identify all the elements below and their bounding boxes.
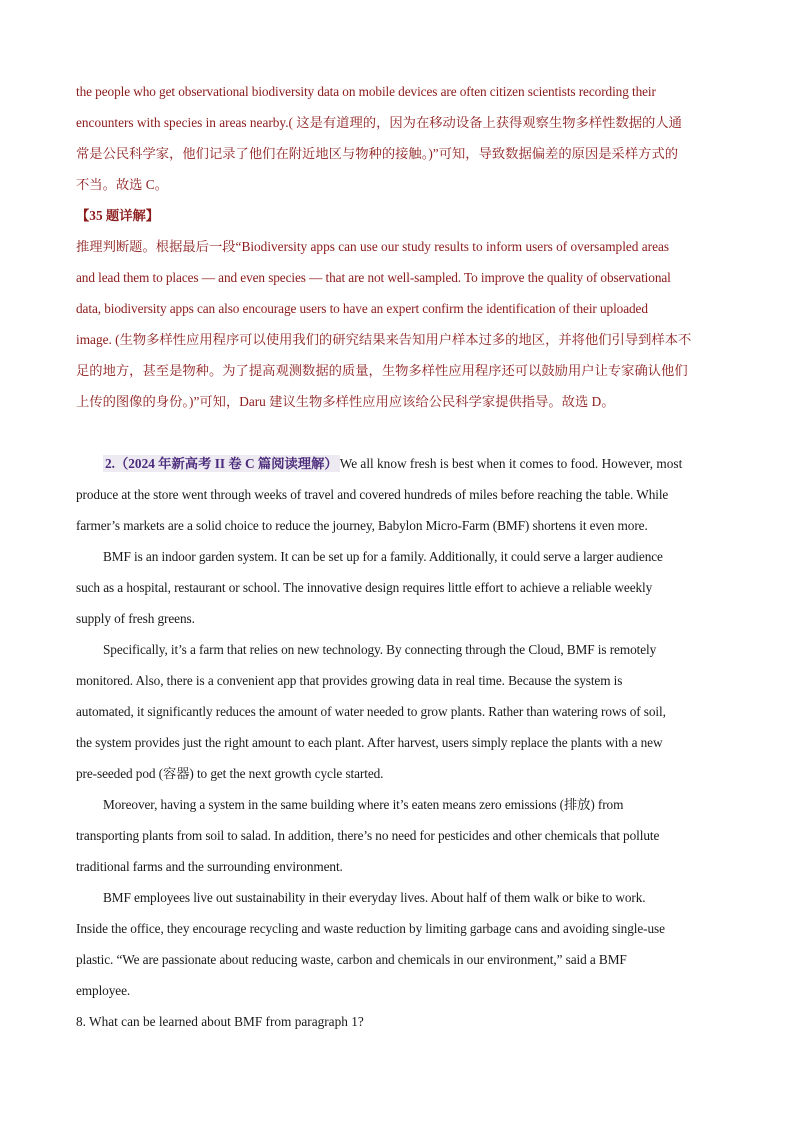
page-content [76, 76, 722, 1037]
explanation-34-line: the people who get observational biodiversity data on mobile devices are often citizen scientists recording their [76, 84, 656, 99]
passage-p3-line: pre-seeded pod (容器) to get the next growth cycle started. [76, 766, 384, 781]
passage-p2-line: such as a hospital, restaurant or school. The innovative design requires little effort to achieve a reliable weekly [76, 580, 653, 595]
explanation-34 [76, 76, 722, 200]
passage-p3-line: automated, it significantly reduces the amount of water needed to grow plants. Rather than watering rows of soil, [76, 704, 666, 719]
explanation-35-line: image. (生物多样性应用程序可以使用我们的研究结果来告知用户样本过多的地区，并将他们引导到样本不 [76, 332, 692, 347]
passage-p4-line: Moreover, having a system in the same building where it’s eaten means zero emissions (排放) from [103, 797, 624, 812]
question-source-tag: 2.（2024 年新高考 II 卷 C 篇阅读理解） [105, 456, 338, 471]
explanation-34-line: 不当。故选 C。 [76, 177, 168, 192]
passage-p5-line: Inside the office, they encourage recycling and waste reduction by limiting garbage cans and avoiding single-use [76, 921, 665, 936]
question-8: 8. What can be learned about BMF from paragraph 1? [76, 1014, 364, 1029]
passage-p4-line: transporting plants from soil to salad. In addition, there’s no need for pesticides and other chemicals that pollute [76, 828, 660, 843]
passage-p1-line: farmer’s markets are a solid choice to reduce the journey, Babylon Micro-Farm (BMF) shortens it even more. [76, 518, 648, 533]
passage-first-line [76, 448, 722, 479]
passage-p3-line: monitored. Also, there is a convenient app that provides growing data in real time. Because the system is [76, 673, 623, 688]
reading-passage [76, 448, 722, 1006]
passage-p2-line: supply of fresh greens. [76, 611, 195, 626]
explanation-35-heading: 【35 题详解】 [76, 208, 160, 223]
section-gap [76, 417, 722, 448]
passage-p1-line: produce at the store went through weeks of travel and covered hundreds of miles before reaching the table. While [76, 487, 669, 502]
explanation-35-line: 上传的图像的身份。)”可知，Daru 建议生物多样性应用应该给公民科学家提供指导。故选 D。 [76, 394, 615, 409]
explanation-35-line: 足的地方，甚至是物种。为了提高观测数据的质量，生物多样性应用程序还可以鼓励用户让专家确认他们 [76, 363, 688, 378]
passage-p3-line: the system provides just the right amount to each plant. After harvest, users simply replace the plants with a new [76, 735, 663, 750]
explanation-34-line: encounters with species in areas nearby.( 这是有道理的，因为在移动设备上获得观察生物多样性数据的人通 [76, 115, 682, 130]
explanation-34-line: 常是公民科学家，他们记录了他们在附近地区与物种的接触。)”可知，导致数据偏差的原因是采样方式的 [76, 146, 679, 161]
passage-p4-line: traditional farms and the surrounding environment. [76, 859, 343, 874]
passage-p2-line: BMF is an indoor garden system. It can be set up for a family. Additionally, it could serve a larger audience [103, 549, 663, 564]
explanation-35 [76, 200, 722, 417]
explanation-35-line: and lead them to places — and even species — that are not well-sampled. To improve the quality of observational [76, 270, 671, 285]
passage-p5-line: BMF employees live out sustainability in their everyday lives. About half of them walk or bike to work. [103, 890, 646, 905]
passage-first-line-text: We all know fresh is best when it comes to food. However, most [339, 456, 683, 471]
passage-p5-line: plastic. “We are passionate about reducing waste, carbon and chemicals in our environment,” said a BMF [76, 952, 627, 967]
explanation-35-line: 推理判断题。根据最后一段“Biodiversity apps can use our study results to inform users of oversampled areas [76, 239, 670, 254]
explanation-35-line: data, biodiversity apps can also encourage users to have an expert confirm the identification of their uploaded [76, 301, 648, 316]
passage-p3-line: Specifically, it’s a farm that relies on new technology. By connecting through the Cloud, BMF is remotely [103, 642, 657, 657]
passage-p5-line: employee. [76, 983, 131, 998]
